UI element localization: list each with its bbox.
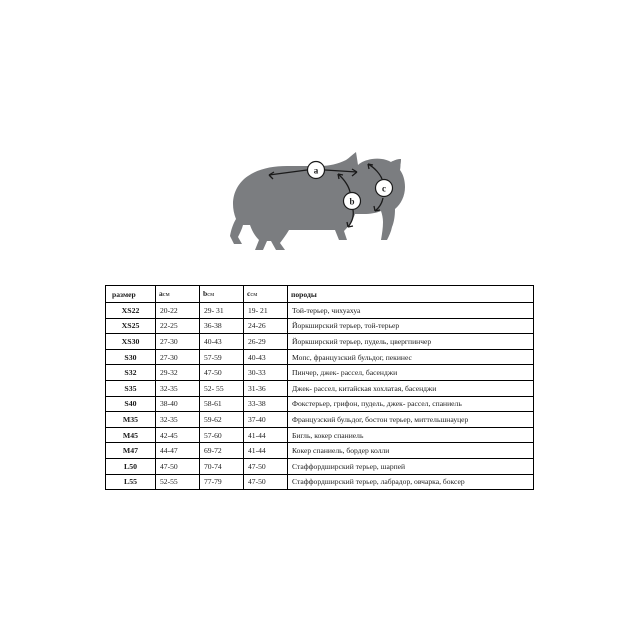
cell-c: 41-44 [244, 443, 288, 459]
cell-b: 36-38 [200, 318, 244, 334]
cell-size: S35 [106, 380, 156, 396]
cell-b: 47-50 [200, 365, 244, 381]
header-a [156, 286, 200, 303]
size-table-container [105, 285, 533, 490]
cell-c: 24-26 [244, 318, 288, 334]
cell-breeds: Джек- рассел, китайская хохлатая, басенджи [288, 380, 534, 396]
cell-breeds: Французский бульдог, бостон терьер, миттельшнауцер [288, 412, 534, 428]
cell-b: 57-59 [200, 349, 244, 365]
cell-a: 27-30 [156, 334, 200, 350]
cell-breeds: Бигль, кокер спаниель [288, 427, 534, 443]
cell-b: 70-74 [200, 458, 244, 474]
cell-breeds: Стаффордширский терьер, лабрадор, овчарка, боксер [288, 474, 534, 490]
cell-size: S30 [106, 349, 156, 365]
header-size [106, 286, 156, 303]
cell-a: 44-47 [156, 443, 200, 459]
cell-b: 52- 55 [200, 380, 244, 396]
cell-c: 47-50 [244, 474, 288, 490]
header-size-label: размер [112, 289, 136, 299]
header-b [200, 286, 244, 303]
cell-a: 20-22 [156, 303, 200, 319]
header-c-unit: см [250, 291, 258, 298]
header-a-label: a [159, 289, 163, 298]
table-row [106, 474, 534, 490]
table-row [106, 427, 534, 443]
cell-breeds: Пинчер, джек- рассел, басенджи [288, 365, 534, 381]
cell-a: 52-55 [156, 474, 200, 490]
cell-b: 59-62 [200, 412, 244, 428]
size-table-body [106, 303, 534, 490]
cell-size: XS22 [106, 303, 156, 319]
table-row [106, 443, 534, 459]
cell-a: 32-35 [156, 412, 200, 428]
table-row [106, 365, 534, 381]
cell-c: 31-36 [244, 380, 288, 396]
cell-c: 33-38 [244, 396, 288, 412]
header-a-unit: см [162, 291, 170, 298]
cell-a: 38-40 [156, 396, 200, 412]
header-breeds-label: породы [291, 289, 317, 299]
cell-breeds: Той-терьер, чихуахуа [288, 303, 534, 319]
cell-breeds: Йоркширский терьер, той-терьер [288, 318, 534, 334]
cell-size: L55 [106, 474, 156, 490]
cell-c: 30-33 [244, 365, 288, 381]
cell-size: S32 [106, 365, 156, 381]
cell-c: 26-29 [244, 334, 288, 350]
cell-c: 41-44 [244, 427, 288, 443]
size-table [105, 285, 534, 490]
cell-b: 77-79 [200, 474, 244, 490]
table-row [106, 318, 534, 334]
cell-breeds: Кокер спаниель, бордер колли [288, 443, 534, 459]
dog-measurement-illustration [225, 140, 425, 270]
cell-size: M45 [106, 427, 156, 443]
cell-c: 47-50 [244, 458, 288, 474]
cell-c: 40-43 [244, 349, 288, 365]
cell-a: 32-35 [156, 380, 200, 396]
header-breeds [288, 286, 534, 303]
table-row [106, 396, 534, 412]
cell-c: 37-40 [244, 412, 288, 428]
cell-a: 42-45 [156, 427, 200, 443]
header-c-label: c [247, 289, 251, 298]
table-row [106, 349, 534, 365]
table-row [106, 380, 534, 396]
marker-label-a: a [313, 165, 319, 176]
cell-size: L50 [106, 458, 156, 474]
marker-label-b: b [349, 196, 355, 207]
cell-b: 58-61 [200, 396, 244, 412]
cell-a: 27-30 [156, 349, 200, 365]
cell-size: XS30 [106, 334, 156, 350]
cell-b: 57-60 [200, 427, 244, 443]
cell-a: 47-50 [156, 458, 200, 474]
cell-size: XS25 [106, 318, 156, 334]
cell-c: 19- 21 [244, 303, 288, 319]
cell-size: S40 [106, 396, 156, 412]
header-b-unit: см [207, 291, 215, 298]
table-row [106, 412, 534, 428]
header-b-label: b [203, 289, 208, 298]
cell-b: 40-43 [200, 334, 244, 350]
cell-b: 29- 31 [200, 303, 244, 319]
header-c [244, 286, 288, 303]
cell-breeds: Йоркширский терьер, пудель, цвергпинчер [288, 334, 534, 350]
size-table-head [106, 286, 534, 303]
cell-a: 29-32 [156, 365, 200, 381]
cell-b: 69-72 [200, 443, 244, 459]
cell-breeds: Мопс, французский бульдог, пекинес [288, 349, 534, 365]
table-row [106, 334, 534, 350]
cell-breeds: Стаффордширский терьер, шарпей [288, 458, 534, 474]
table-row [106, 458, 534, 474]
table-row [106, 303, 534, 319]
marker-label-c: c [382, 183, 386, 194]
cell-size: M47 [106, 443, 156, 459]
table-header-row [106, 286, 534, 303]
cell-a: 22-25 [156, 318, 200, 334]
cell-size: M35 [106, 412, 156, 428]
cell-breeds: Фокстерьер, грифон, пудель, джек- рассел, спаниель [288, 396, 534, 412]
